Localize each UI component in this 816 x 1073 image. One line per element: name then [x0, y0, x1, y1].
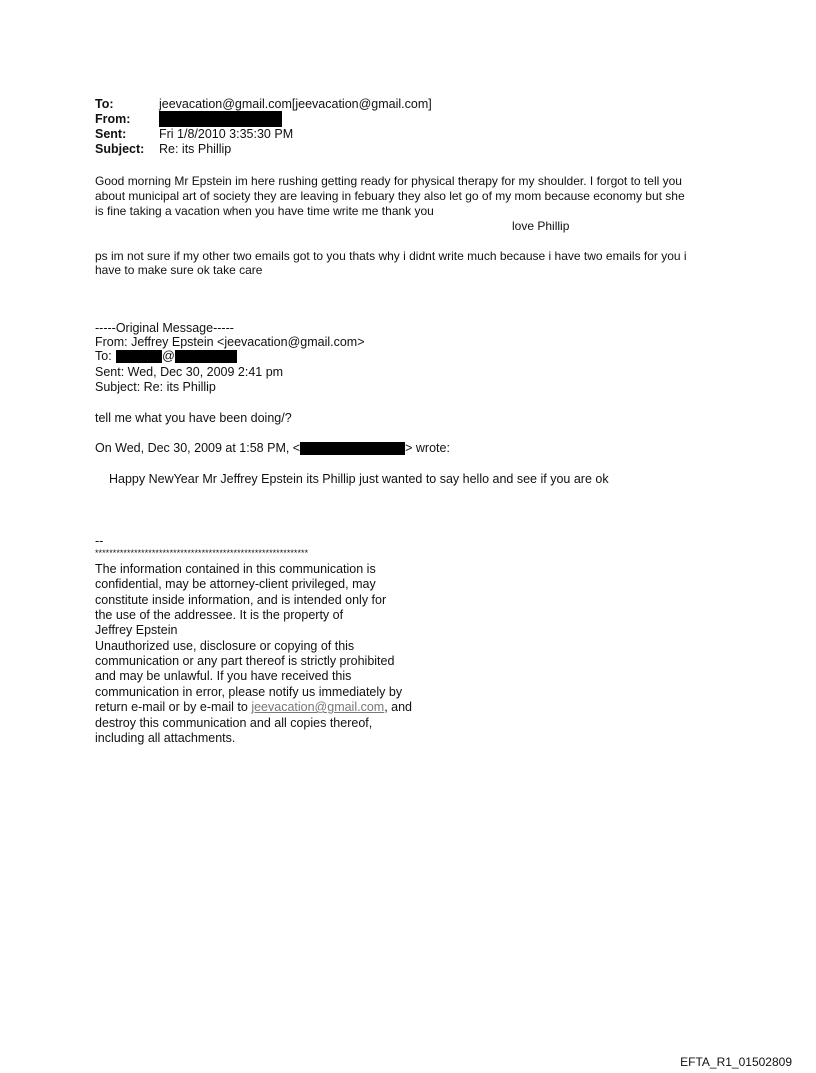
from-label: From: — [95, 112, 131, 126]
quote-intro-post: > wrote: — [405, 441, 450, 455]
original-to-line — [95, 349, 237, 363]
disclaimer-line-4: the use of the addressee. It is the property of — [95, 608, 344, 622]
email-link[interactable]: jeevacation@gmail.com — [251, 700, 385, 714]
disclaimer-line-7: communication or any part thereof is strictly prohibited — [95, 654, 395, 668]
sent-value: Fri 1/8/2010 3:35:30 PM — [159, 127, 294, 141]
original-from-line: From: Jeffrey Epstein <jeevacation@gmail.com> — [95, 335, 365, 349]
disclaimer-line-8: and may be unlawful. If you have received this — [95, 669, 352, 683]
ps-line-2: have to make sure ok take care — [95, 263, 263, 277]
original-subject-line: Subject: Re: its Phillip — [95, 380, 216, 394]
disclaimer-line-12: including all attachments. — [95, 731, 236, 745]
redaction-block — [116, 350, 162, 363]
quoted-message: Happy NewYear Mr Jeffrey Epstein its Phillip just wanted to say hello and see if you are ok — [109, 472, 609, 486]
subject-value: Re: its Phillip — [159, 142, 232, 156]
body-line-3: is fine taking a vacation when you have time write me thank you — [95, 204, 434, 218]
redaction-block — [159, 111, 282, 127]
subject-label: Subject: — [95, 142, 145, 156]
signature-dashes: -- — [95, 534, 104, 548]
body-line-2: about municipal art of society they are leaving in febuary they also let go of my mom because economy but she — [95, 189, 685, 203]
body-line-1: Good morning Mr Epstein im here rushing getting ready for physical therapy for my shoulder. I forgot to tell you — [95, 174, 682, 188]
disclaimer-line-9: communication in error, please notify us immediately by — [95, 685, 403, 699]
disclaimer-line-1: The information contained in this communication is — [95, 562, 376, 576]
quote-intro — [95, 441, 450, 455]
document-id: EFTA_R1_01502809 — [680, 1055, 792, 1069]
original-message: tell me what you have been doing/? — [95, 411, 292, 425]
original-divider: -----Original Message----- — [95, 321, 234, 335]
disclaimer-line-11: destroy this communication and all copies thereof, — [95, 716, 373, 730]
original-sent-line: Sent: Wed, Dec 30, 2009 2:41 pm — [95, 365, 284, 379]
original-to-label: To: — [95, 349, 112, 363]
body-signoff: love Phillip — [512, 219, 570, 233]
to-label: To: — [95, 97, 114, 111]
disclaimer-line-3: constitute inside information, and is intended only for — [95, 593, 387, 607]
disclaimer-line-10-post: , and — [384, 700, 413, 714]
quote-intro-pre: On Wed, Dec 30, 2009 at 1:58 PM, < — [95, 441, 301, 455]
redaction-block — [300, 442, 405, 455]
original-to-at: @ — [162, 349, 175, 363]
disclaimer-line-2: confidential, may be attorney-client privileged, may — [95, 577, 376, 591]
disclaimer-stars: ************************************************************ — [95, 548, 309, 558]
ps-line-1: ps im not sure if my other two emails got to you thats why i didnt write much because i have two emails for you i — [95, 249, 687, 263]
disclaimer-line-10-pre: return e-mail or by e-mail to — [95, 700, 252, 714]
disclaimer-line-10 — [95, 700, 412, 715]
disclaimer-line-6: Unauthorized use, disclosure or copying of this — [95, 639, 355, 653]
redaction-block — [175, 350, 237, 363]
header-sent-row — [95, 127, 293, 142]
header-from-row — [95, 112, 282, 127]
sent-label: Sent: — [95, 127, 127, 141]
to-value: jeevacation@gmail.com[jeevacation@gmail.com] — [159, 97, 432, 111]
disclaimer-line-5: Jeffrey Epstein — [95, 623, 178, 637]
header-subject-row — [95, 142, 231, 157]
